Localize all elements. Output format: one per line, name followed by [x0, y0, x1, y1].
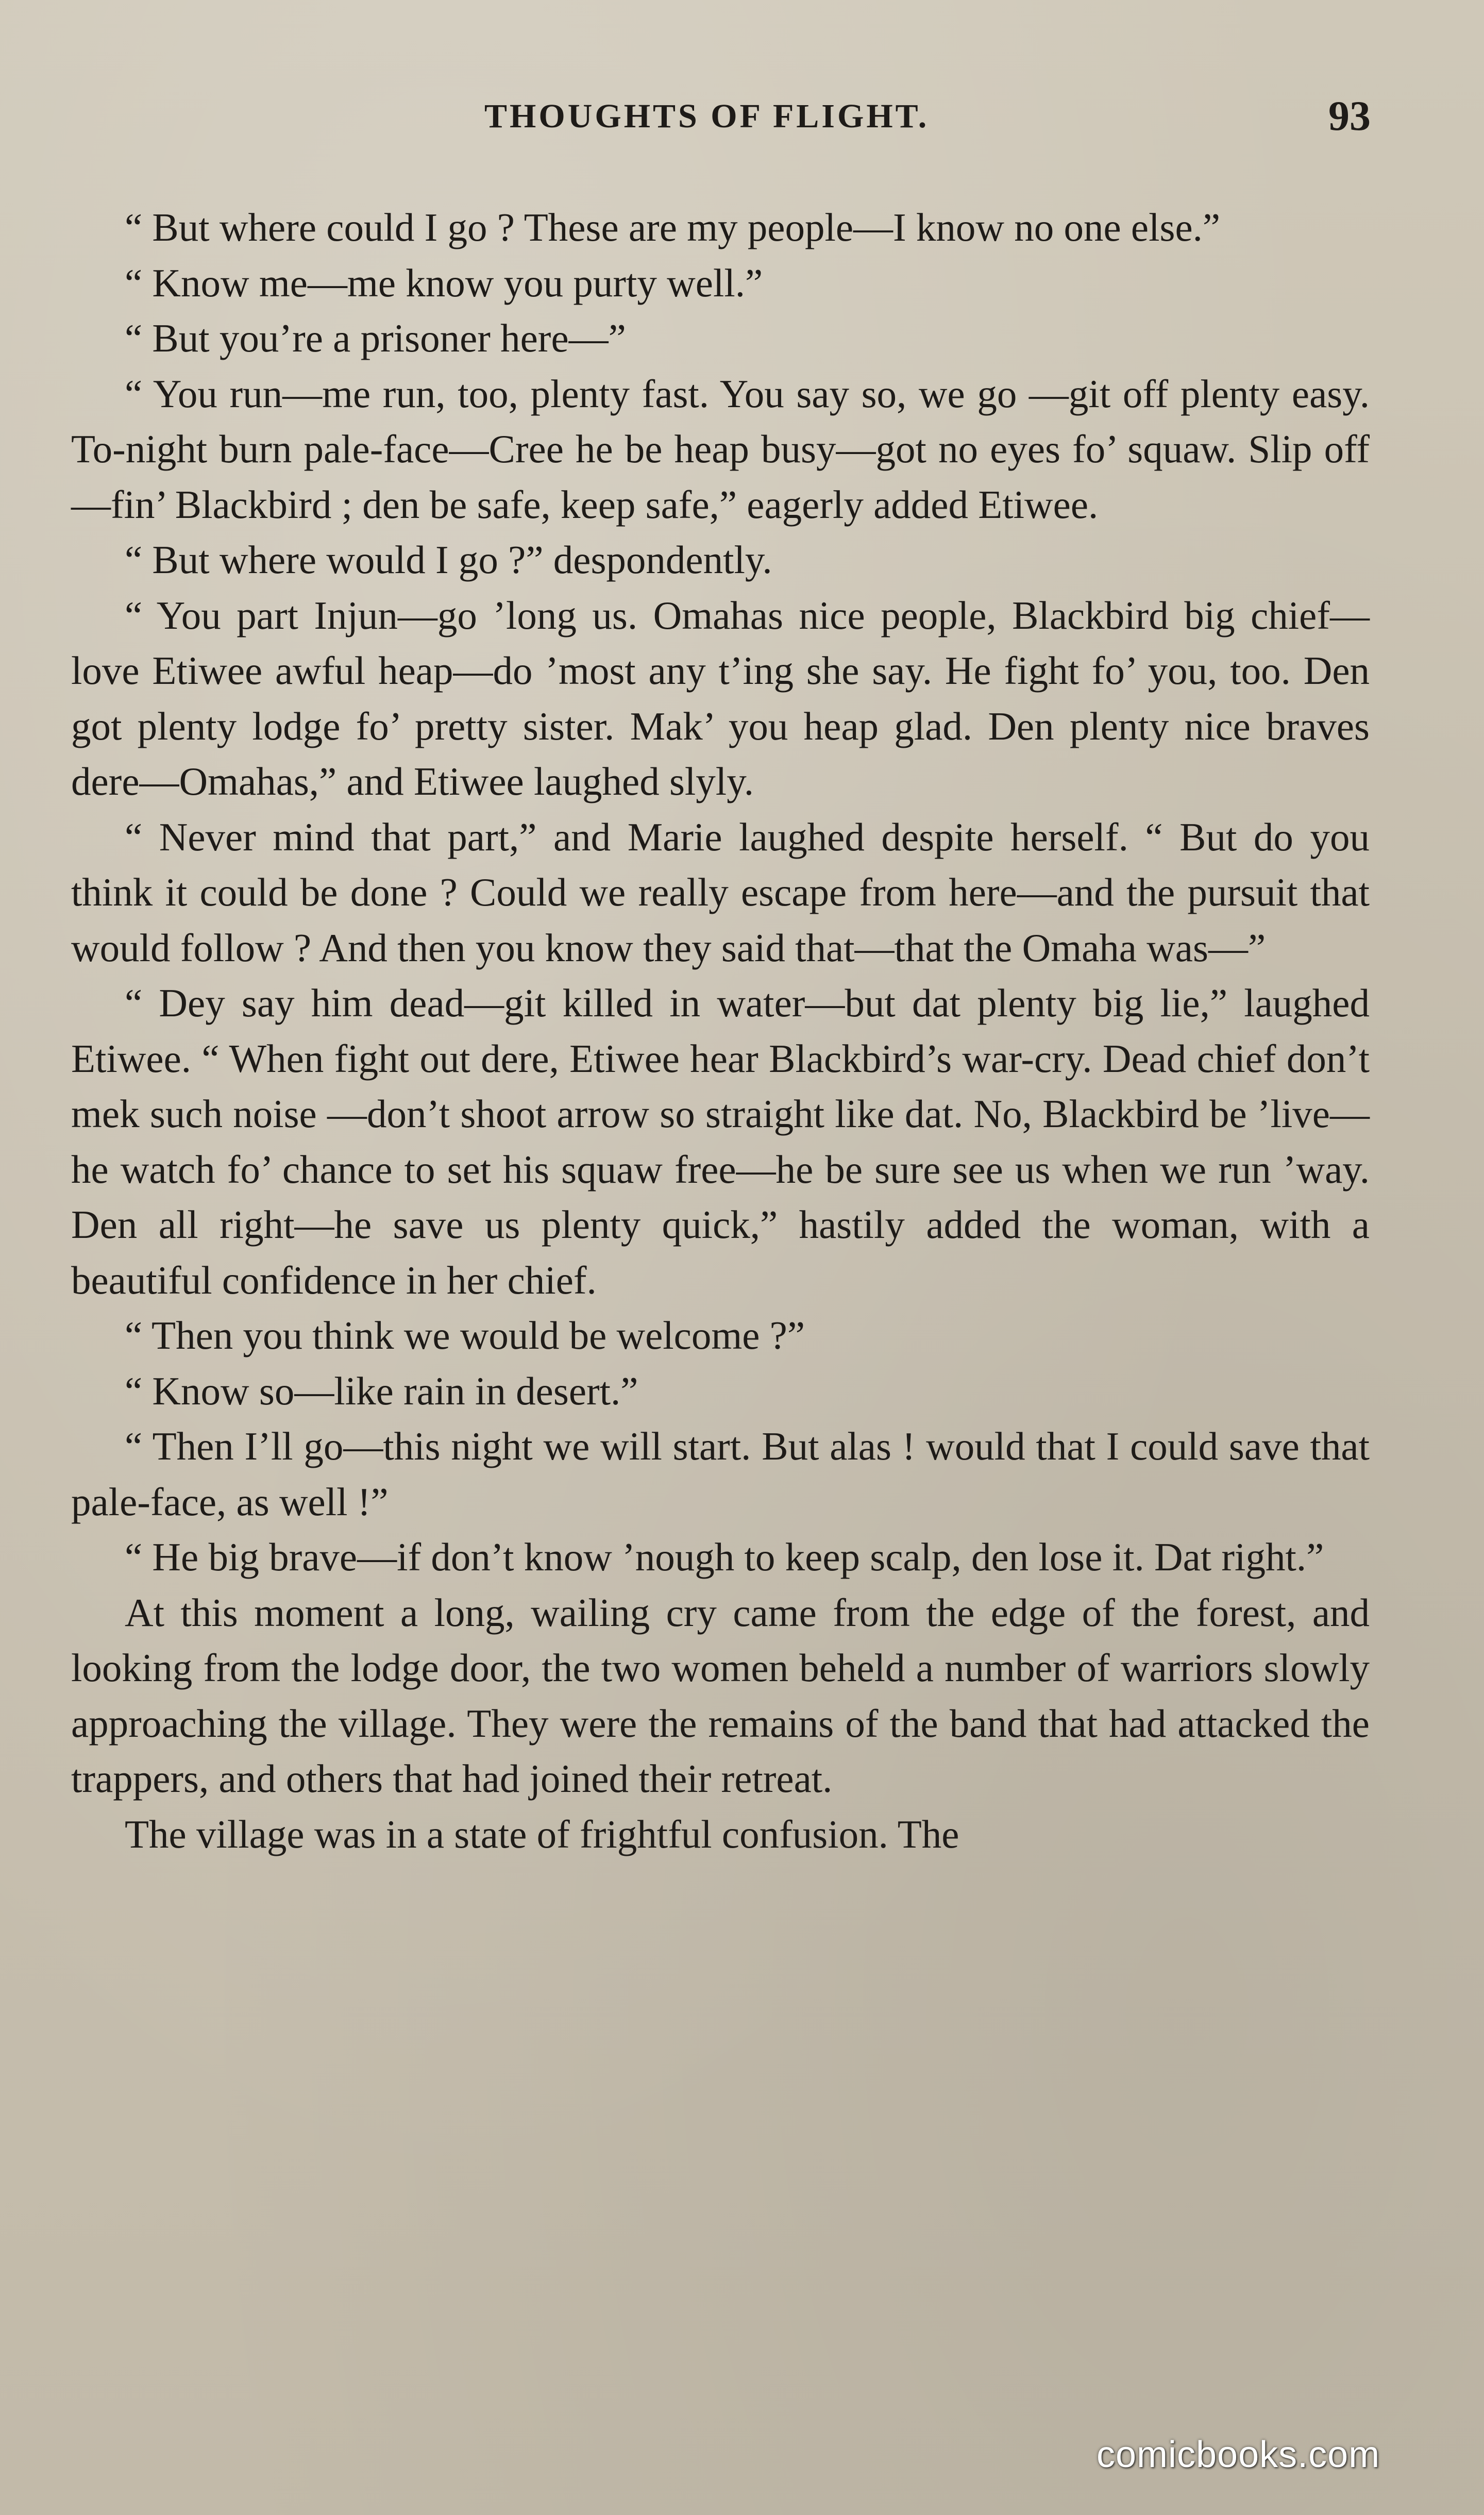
- paragraph: “ Know me—me know you purty well.”: [125, 260, 763, 305]
- body-text: [71, 200, 1370, 1862]
- paragraph: “ Then you think we would be welcome ?”: [125, 1313, 805, 1357]
- paragraph: The village was in a state of frightful confusion. The: [125, 1812, 959, 1856]
- running-head: [0, 92, 1484, 148]
- paragraph: “ Know so—like rain in desert.”: [125, 1368, 638, 1413]
- paragraph: “ But where would I go ?” despondently.: [125, 538, 772, 582]
- paragraph: “ But you’re a prisoner here—”: [125, 316, 626, 360]
- paragraph: “ You run—me run, too, plenty fast. You say so, we go —git off plenty easy. To-night burn pale-face—Cree he be heap busy—got no eyes fo’ squaw. Slip off—fin’ Blackbird ; den be safe, keep safe,” eagerly added Etiwee.: [71, 371, 1370, 527]
- paragraph: “ You part Injun—go ’long us. Omahas nice people, Blackbird big chief—love Etiwee awful heap—do ’most any t’ing she say. He fight fo’ you, too. Den got plenty lodge fo’ pretty sister. Mak’ you heap glad. Den plenty nice braves dere—Omahas,” and Etiwee laughed slyly.: [71, 593, 1370, 803]
- page-number: 93: [1328, 92, 1371, 139]
- paragraph: “ Dey say him dead—git killed in water—but dat plenty big lie,” laughed Etiwee. “ When fight out dere, Etiwee hear Blackbird’s war-cry. Dead chief don’t mek such noise —don’t shoot arrow so straight like dat. No, Blackbird be ’live—he watch fo’ chance to set his squaw free—he be sure see us when we run ’way. Den all right—he save us plenty quick,” hastily added the woman, with a beautiful confidence in her chief.: [71, 981, 1370, 1302]
- paragraph: “ Never mind that part,” and Marie laughed despite herself. “ But do you think it could be done ? Could we really escape from here—and the pursuit that would follow ? And then you know they said that—that the Omaha was—”: [71, 814, 1370, 970]
- running-title: THOUGHTS OF FLIGHT.: [484, 97, 930, 135]
- paragraph: “ But where could I go ? These are my people—I know no one else.”: [125, 205, 1221, 249]
- paragraph: At this moment a long, wailing cry came from the edge of the forest, and looking from the lodge door, the two women beheld a number of warriors slowly approaching the village. They were the remains of the band that had attacked the trappers, and others that had joined their retreat.: [71, 1590, 1370, 1801]
- watermark: comicbooks.com: [1097, 2434, 1380, 2475]
- paragraph: “ He big brave—if don’t know ’nough to keep scalp, den lose it. Dat right.”: [125, 1535, 1324, 1579]
- paragraph: “ Then I’ll go—this night we will start. But alas ! would that I could save that pale-face, as well !”: [71, 1424, 1370, 1524]
